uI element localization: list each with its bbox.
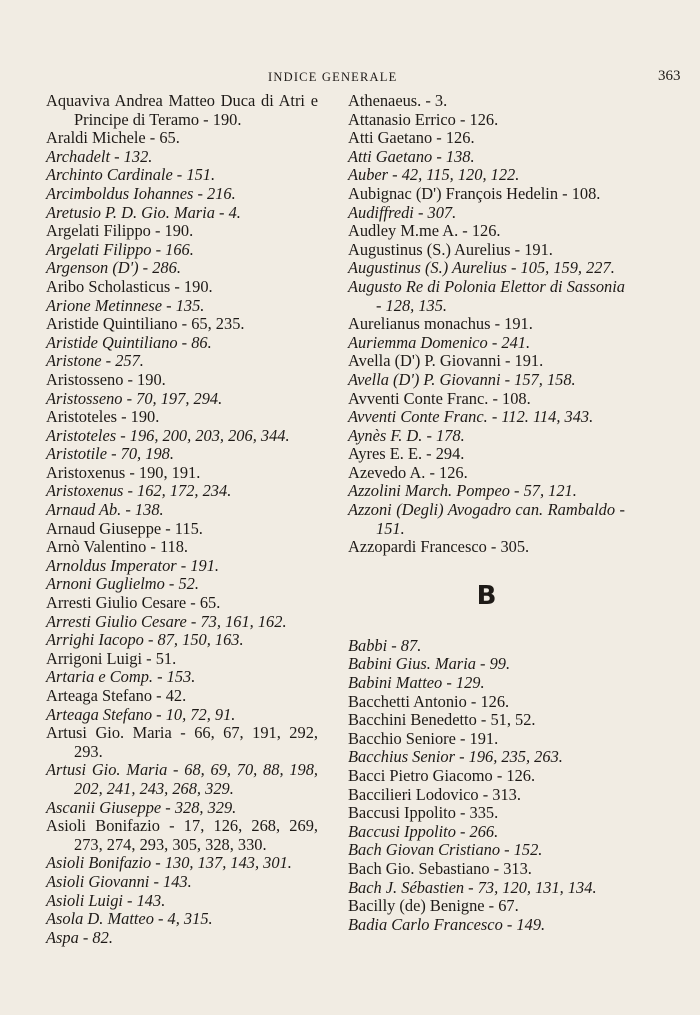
index-entry: Aristoxenus - 190, 191. xyxy=(46,462,201,482)
index-entry: Attanasio Errico - 126. xyxy=(348,109,499,129)
index-entry: Bach J. Sébastien - 73, 120, 131, 134. xyxy=(348,877,597,897)
index-entry: Badia Carlo Francesco - 149. xyxy=(348,914,546,934)
index-entry: Arnoni Guglielmo - 52. xyxy=(46,574,199,594)
page-number: 363 xyxy=(658,68,681,84)
index-entry: Babini Gius. Maria - 99. xyxy=(348,654,511,674)
index-entry: Babbi - 87. xyxy=(348,635,422,655)
left-index-column xyxy=(46,92,318,947)
index-entry: Aubignac (D') François Hedelin - 108. xyxy=(348,183,601,203)
index-entry: Bacilly (de) Benigne - 67. xyxy=(348,896,519,916)
index-entry: Augustinus (S.) Aurelius - 191. xyxy=(348,239,553,259)
index-entry: Asioli Luigi - 143. xyxy=(46,890,166,910)
index-entries-b xyxy=(348,637,625,935)
index-entry: Baccusi Ippolito - 335. xyxy=(348,803,499,823)
index-entry: Artusi Gio. Maria - 66, 67, 191, 292, 293. xyxy=(46,723,318,761)
index-entry: Azzolini March. Pompeo - 57, 121. xyxy=(348,481,577,501)
index-entry: Aristide Quintiliano - 65, 235. xyxy=(46,314,245,334)
index-entry: Avella (D') P. Giovanni - 191. xyxy=(348,351,544,371)
index-entry: Babini Matteo - 129. xyxy=(348,673,485,693)
index-entry: Azzoni (Degli) Avogadro can. Rambaldo - 151. xyxy=(348,500,625,538)
index-entry: Athenaeus. - 3. xyxy=(348,91,448,110)
index-entry: Arnaud Giuseppe - 115. xyxy=(46,518,203,538)
index-entry: Arresti Giulio Cesare - 73, 161, 162. xyxy=(46,611,287,631)
index-entry: Arnò Valentino - 118. xyxy=(46,537,189,557)
index-entry: Archadelt - 132. xyxy=(46,146,153,166)
index-entry: Arcimboldus Iohannes - 216. xyxy=(46,183,236,203)
index-entry: Aretusio P. D. Gio. Maria - 4. xyxy=(46,202,241,222)
index-entry: Auber - 42, 115, 120, 122. xyxy=(348,165,520,185)
right-index-column xyxy=(348,92,625,934)
index-entry: Auriemma Domenico - 241. xyxy=(348,332,531,352)
index-entry: Asioli Giovanni - 143. xyxy=(46,871,192,891)
index-entry: Augustinus (S.) Aurelius - 105, 159, 227. xyxy=(348,258,615,278)
index-entry: Bacchini Benedetto - 51, 52. xyxy=(348,710,536,730)
index-entry: Bacci Pietro Giacomo - 126. xyxy=(348,766,536,785)
index-entry: Argelati Filippo - 166. xyxy=(46,239,194,259)
index-entry: Archinto Cardinale - 151. xyxy=(46,165,216,185)
index-entry: Avella (D') P. Giovanni - 157, 158. xyxy=(348,369,576,389)
index-entry: Atti Gaetano - 138. xyxy=(348,146,475,166)
index-entry: Aspa - 82. xyxy=(46,927,113,947)
index-entry: Arrigoni Luigi - 51. xyxy=(46,648,177,668)
index-entry: Arrighi Iacopo - 87, 150, 163. xyxy=(46,630,244,650)
index-entry: Azevedo A. - 126. xyxy=(348,462,468,482)
index-entry: Augusto Re di Polonia Elettor di Sassonia - 128, 135. xyxy=(348,276,625,315)
index-entry: Bacchius Senior - 196, 235, 263. xyxy=(348,747,563,767)
index-entries-a xyxy=(348,92,625,557)
index-entry: Aristide Quintiliano - 86. xyxy=(46,332,212,352)
index-entry: Audley M.me A. - 126. xyxy=(348,221,501,241)
index-entry: Arnaud Ab. - 138. xyxy=(46,500,164,520)
index-entry: Aristosseno - 190. xyxy=(46,369,166,389)
index-entry: Avventi Conte Franc. - 108. xyxy=(348,388,531,408)
index-entry: Baccusi Ippolito - 266. xyxy=(348,821,499,841)
index-entry: Araldi Michele - 65. xyxy=(46,128,180,148)
running-title: INDICE GENERALE xyxy=(268,70,398,84)
index-entry: Artusi Gio. Maria - 68, 69, 70, 88, 198, 202, 241, 243, 268, 329. xyxy=(46,760,318,798)
index-entry: Baccilieri Lodovico - 313. xyxy=(348,784,521,804)
index-entry: Bacchio Seniore - 191. xyxy=(348,728,499,748)
index-entry: Aynès F. D. - 178. xyxy=(348,425,465,445)
section-letter-heading: B xyxy=(476,580,497,611)
index-entry: Argelati Filippo - 190. xyxy=(46,221,194,241)
index-entry: Aquaviva Andrea Matteo Duca di Atri e Principe di Teramo - 190. xyxy=(46,91,318,129)
index-entry: Arteaga Stefano - 42. xyxy=(46,686,187,705)
index-entry: Asioli Bonifazio - 130, 137, 143, 301. xyxy=(46,853,292,873)
index-entry: Asola D. Matteo - 4, 315. xyxy=(46,909,213,929)
index-entry: Aristosseno - 70, 197, 294. xyxy=(46,388,223,408)
index-entry: Bach Giovan Cristiano - 152. xyxy=(348,840,543,860)
index-entry: Aristoteles - 196, 200, 203, 206, 344. xyxy=(46,425,290,445)
index-entry: Ayres E. E. - 294. xyxy=(348,444,465,464)
index-entry: Artaria e Comp. - 153. xyxy=(46,667,196,687)
index-entry: Ascanii Giuseppe - 328, 329. xyxy=(46,797,237,817)
index-entry: Arnoldus Imperator - 191. xyxy=(46,555,220,575)
index-entry: Bacchetti Antonio - 126. xyxy=(348,691,510,711)
index-entry: Aristone - 257. xyxy=(46,351,144,371)
index-entry: Azzopardi Francesco - 305. xyxy=(348,537,530,557)
page-header xyxy=(0,70,700,90)
index-entry: Aurelianus monachus - 191. xyxy=(348,314,533,334)
index-entry: Audiffredi - 307. xyxy=(348,202,457,222)
index-entry: Arresti Giulio Cesare - 65. xyxy=(46,593,221,613)
index-entry: Arteaga Stefano - 10, 72, 91. xyxy=(46,704,236,724)
index-entry: Asioli Bonifazio - 17, 126, 268, 269, 273, 274, 293, 305, 328, 330. xyxy=(46,816,318,854)
index-entry: Avventi Conte Franc. - 112. 114, 343. xyxy=(348,407,594,427)
index-entry: Aribo Scholasticus - 190. xyxy=(46,276,213,296)
index-entry: Aristotile - 70, 198. xyxy=(46,444,174,464)
index-entry: Bach Gio. Sebastiano - 313. xyxy=(348,858,532,878)
index-entry: Arione Metinnese - 135. xyxy=(46,295,205,315)
index-entry: Aristoxenus - 162, 172, 234. xyxy=(46,481,232,501)
index-entry: Atti Gaetano - 126. xyxy=(348,128,475,148)
index-entry: Aristoteles - 190. xyxy=(46,407,160,427)
index-entry: Argenson (D') - 286. xyxy=(46,258,181,278)
